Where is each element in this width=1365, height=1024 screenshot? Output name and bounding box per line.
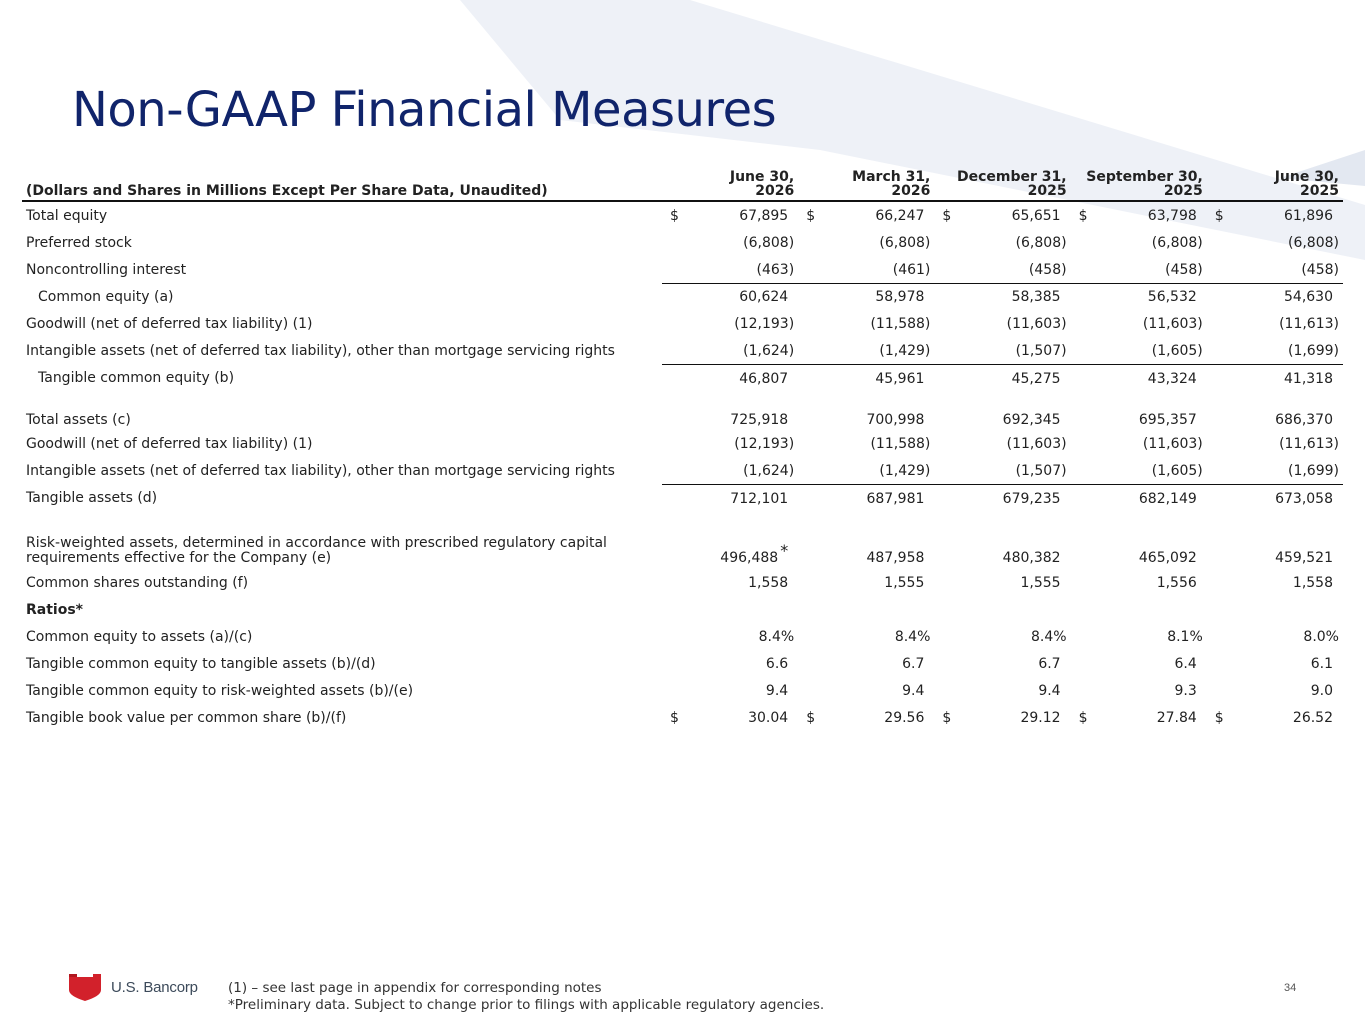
table-row xyxy=(22,457,1343,485)
cell-value: 687,981 xyxy=(820,485,934,513)
cell-value: 26.52 xyxy=(1292,709,1333,726)
row-label: Goodwill (net of deferred tax liability) (1) xyxy=(26,436,313,452)
cell-value: 8.4% xyxy=(894,628,931,645)
cell-value: (6,808) xyxy=(743,234,795,251)
cell-value: (6,808) xyxy=(1015,234,1067,251)
cell-value: 9.4 xyxy=(1038,682,1061,699)
cell-value: 66,247 xyxy=(875,207,925,224)
cell-value: (1,429) xyxy=(879,462,931,479)
cell-value: 8.4% xyxy=(1031,628,1067,645)
row-label: Risk-weighted assets, determined in accordance with prescribed regulatory capital requirements effective for the Company (e) xyxy=(26,535,607,566)
section-label: Ratios* xyxy=(26,601,83,618)
table-row xyxy=(22,431,1343,457)
period-header: June 30, 2026 xyxy=(662,170,798,201)
row-label: Intangible assets (net of deferred tax liability), other than mortgage servicing rights xyxy=(26,462,615,479)
cell-value: (458) xyxy=(1165,261,1203,278)
currency-symbol: $ xyxy=(1214,709,1224,726)
cell-value: 480,382 xyxy=(1002,550,1061,566)
table-row xyxy=(22,704,1343,731)
cell-value: 679,235 xyxy=(956,485,1070,513)
cell-value: 1,558 xyxy=(748,574,789,591)
period-header: September 30, 2025 xyxy=(1071,170,1207,201)
cell-value: 56,532 xyxy=(1093,284,1207,311)
table-row xyxy=(22,650,1343,677)
cell-value: (6,808) xyxy=(1287,234,1339,251)
cell-value: 8.1% xyxy=(1167,628,1203,645)
cell-value: 45,275 xyxy=(956,365,1070,393)
table-row xyxy=(22,229,1343,256)
currency-symbol: $ xyxy=(942,709,952,726)
table-row xyxy=(22,677,1343,704)
preliminary-marker: * xyxy=(780,541,789,560)
row-label: Intangible assets (net of deferred tax liability), other than mortgage servicing rights xyxy=(26,342,615,359)
row-label: Total assets (c) xyxy=(26,412,131,428)
period-header: March 31, 2026 xyxy=(798,170,934,201)
row-label: Common shares outstanding (f) xyxy=(26,574,249,591)
brand-logo xyxy=(67,972,198,1002)
cell-value: (1,699) xyxy=(1287,462,1339,479)
currency-symbol: $ xyxy=(806,709,816,726)
table-header-label: (Dollars and Shares in Millions Except Per Share Data, Unaudited) xyxy=(22,170,662,201)
currency-symbol: $ xyxy=(1078,709,1088,726)
table-row xyxy=(22,623,1343,650)
cell-value: 6.7 xyxy=(1038,655,1061,672)
table-row xyxy=(22,256,1343,284)
cell-value: (11,603) xyxy=(1006,436,1067,452)
cell-value: (11,603) xyxy=(1142,315,1203,332)
cell-value: (461) xyxy=(892,261,931,278)
cell-value: 496,488 * xyxy=(720,541,789,566)
cell-value: 725,918 xyxy=(730,412,789,428)
cell-value: 27.84 xyxy=(1156,709,1197,726)
cell-value: 6.4 xyxy=(1174,655,1197,672)
table-header-row xyxy=(22,170,1343,201)
cell-value: 9.4 xyxy=(765,682,789,699)
cell-value: 6.1 xyxy=(1310,655,1333,672)
footnote-preliminary: *Preliminary data. Subject to change prior to filings with applicable regulatory agencies. xyxy=(228,997,825,1013)
cell-value: 6.6 xyxy=(765,655,789,672)
cell-value: 45,961 xyxy=(820,365,934,393)
page-title: Non-GAAP Financial Measures xyxy=(72,82,777,138)
shield-logo-icon xyxy=(67,972,103,1002)
cell-value: (1,605) xyxy=(1151,342,1203,359)
row-label: Common equity to assets (a)/(c) xyxy=(26,628,253,645)
cell-value: 6.7 xyxy=(902,655,925,672)
table-row xyxy=(22,284,1343,311)
cell-value: (463) xyxy=(756,261,795,278)
currency-symbol: $ xyxy=(1078,207,1088,224)
row-label: Preferred stock xyxy=(26,234,132,251)
cell-value: 65,651 xyxy=(1011,207,1061,224)
cell-value: 9.3 xyxy=(1174,682,1197,699)
row-label: Tangible common equity to risk-weighted assets (b)/(e) xyxy=(26,682,414,699)
cell-value: 8.4% xyxy=(758,628,795,645)
cell-value: 1,555 xyxy=(884,574,925,591)
currency-symbol: $ xyxy=(1214,207,1224,224)
cell-value: 487,958 xyxy=(866,550,925,566)
cell-value: 695,357 xyxy=(1138,412,1197,428)
cell-value: 58,385 xyxy=(956,284,1070,311)
row-label: Tangible book value per common share (b)/(f) xyxy=(26,709,347,726)
cell-value: (12,193) xyxy=(734,315,795,332)
cell-value: (1,699) xyxy=(1287,342,1339,359)
table-row xyxy=(22,365,1343,393)
period-header: June 30, 2025 xyxy=(1207,170,1343,201)
currency-symbol: $ xyxy=(670,207,679,224)
cell-value: (458) xyxy=(1301,261,1339,278)
row-label: Total equity xyxy=(26,207,108,224)
cell-value: 682,149 xyxy=(1093,485,1207,513)
cell-value: (1,507) xyxy=(1015,462,1067,479)
cell-value: 1,555 xyxy=(1020,574,1061,591)
cell-value: (6,808) xyxy=(879,234,931,251)
cell-value: 61,896 xyxy=(1284,207,1333,224)
cell-value: 673,058 xyxy=(1229,485,1343,513)
table-row xyxy=(22,310,1343,337)
cell-value: (11,603) xyxy=(1006,315,1067,332)
cell-value: 459,521 xyxy=(1275,550,1333,566)
cell-value: (11,588) xyxy=(870,315,931,332)
period-header: December 31, 2025 xyxy=(934,170,1070,201)
cell-value: 465,092 xyxy=(1138,550,1197,566)
cell-value: (11,613) xyxy=(1279,436,1339,452)
row-label: Tangible common equity (b) xyxy=(38,370,235,387)
cell-value: 60,624 xyxy=(684,284,798,311)
cell-value: 700,998 xyxy=(866,412,925,428)
cell-value: 29.12 xyxy=(1020,709,1061,726)
cell-value: (458) xyxy=(1028,261,1067,278)
cell-value: (1,605) xyxy=(1151,462,1203,479)
cell-value: 30.04 xyxy=(748,709,789,726)
cell-value: (1,429) xyxy=(879,342,931,359)
table-row xyxy=(22,569,1343,596)
page-number: 34 xyxy=(1284,982,1297,994)
cell-value: 692,345 xyxy=(1002,412,1061,428)
footnotes xyxy=(228,980,824,1014)
cell-value: 9.4 xyxy=(902,682,925,699)
cell-value: 1,556 xyxy=(1156,574,1197,591)
cell-value: (11,603) xyxy=(1142,436,1203,452)
table-row xyxy=(22,337,1343,365)
cell-value: 43,324 xyxy=(1093,365,1207,393)
currency-symbol: $ xyxy=(942,207,952,224)
cell-value: 54,630 xyxy=(1229,284,1343,311)
table-row xyxy=(22,201,1343,229)
table-row xyxy=(22,392,1343,431)
cell-value: 58,978 xyxy=(820,284,934,311)
cell-value: (1,624) xyxy=(743,342,795,359)
cell-value: (1,624) xyxy=(743,462,795,479)
cell-value: 1,558 xyxy=(1292,574,1333,591)
cell-value: 46,807 xyxy=(684,365,798,393)
cell-value: (11,588) xyxy=(870,436,931,452)
currency-symbol: $ xyxy=(806,207,816,224)
footnote-1: (1) – see last page in appendix for corresponding notes xyxy=(228,980,602,996)
cell-value: 29.56 xyxy=(884,709,925,726)
table-row xyxy=(22,512,1343,569)
row-label: Goodwill (net of deferred tax liability) (1) xyxy=(26,315,313,332)
row-label: Common equity (a) xyxy=(38,288,174,305)
brand-name: U.S. Bancorp xyxy=(111,978,198,996)
currency-symbol: $ xyxy=(670,709,679,726)
cell-value: 686,370 xyxy=(1275,412,1333,428)
table-row xyxy=(22,485,1343,513)
cell-value: (1,507) xyxy=(1015,342,1067,359)
cell-value: 63,798 xyxy=(1147,207,1197,224)
row-label: Noncontrolling interest xyxy=(26,261,187,278)
row-label: Tangible assets (d) xyxy=(26,490,158,507)
row-label: Tangible common equity to tangible assets (b)/(d) xyxy=(26,655,376,672)
cell-value: 712,101 xyxy=(684,485,798,513)
cell-value: 8.0% xyxy=(1303,628,1339,645)
cell-value: (6,808) xyxy=(1151,234,1203,251)
cell-value: 9.0 xyxy=(1310,682,1333,699)
cell-value: (12,193) xyxy=(734,436,795,452)
cell-value: 67,895 xyxy=(739,207,789,224)
non-gaap-table xyxy=(22,170,1343,731)
cell-value: 41,318 xyxy=(1229,365,1343,393)
cell-value: (11,613) xyxy=(1279,315,1339,332)
table-row xyxy=(22,596,1343,623)
